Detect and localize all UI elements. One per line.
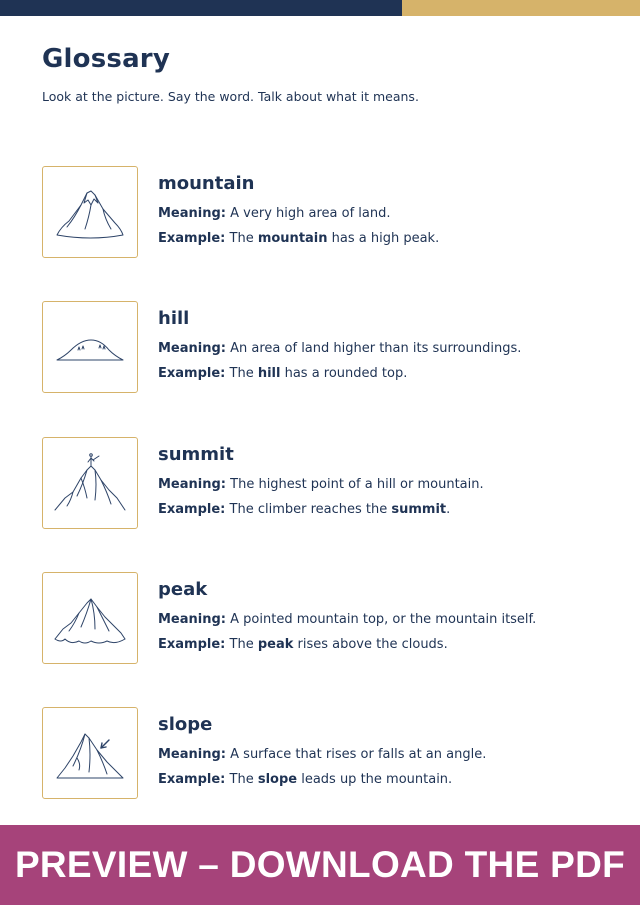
glossary-entry-summit xyxy=(42,437,602,529)
example-label: Example: xyxy=(158,366,226,381)
meaning-label: Meaning: xyxy=(158,206,226,221)
page-subtitle: Look at the picture. Say the word. Talk about what it means. xyxy=(42,89,419,104)
example-text-before: The xyxy=(229,637,258,652)
example-label: Example: xyxy=(158,772,226,787)
glossary-entry-peak xyxy=(42,572,602,664)
example-text-before: The climber reaches the xyxy=(229,502,392,517)
example-label: Example: xyxy=(158,231,226,246)
example-keyword: hill xyxy=(257,366,281,381)
example-text-before: The xyxy=(229,366,258,381)
example-text-before: The xyxy=(229,231,258,246)
entry-example xyxy=(158,231,439,246)
glossary-entry-mountain xyxy=(42,166,602,258)
entry-meaning xyxy=(158,206,391,221)
entry-example xyxy=(158,772,452,787)
top-bar-gold xyxy=(402,0,640,16)
summit-icon xyxy=(51,448,129,518)
example-label: Example: xyxy=(158,637,226,652)
example-keyword: slope xyxy=(257,772,298,787)
meaning-text: An area of land higher than its surroundings. xyxy=(230,341,522,356)
page-title: Glossary xyxy=(42,44,170,74)
meaning-label: Meaning: xyxy=(158,747,226,762)
example-text-before: The xyxy=(229,772,258,787)
entry-example xyxy=(158,637,448,652)
entry-word: peak xyxy=(158,579,208,600)
example-keyword: summit xyxy=(391,502,447,517)
example-keyword: peak xyxy=(257,637,294,652)
meaning-label: Meaning: xyxy=(158,477,226,492)
entry-word: slope xyxy=(158,714,213,735)
example-text-after: has a high peak. xyxy=(327,231,440,246)
summit-picture xyxy=(42,437,138,529)
glossary-entry-slope xyxy=(42,707,602,799)
entry-word: mountain xyxy=(158,173,255,194)
meaning-text: A very high area of land. xyxy=(230,206,391,221)
peak-icon xyxy=(51,583,129,653)
slope-picture xyxy=(42,707,138,799)
example-keyword: mountain xyxy=(257,231,328,246)
entry-meaning xyxy=(158,341,521,356)
mountain-picture xyxy=(42,166,138,258)
entry-example xyxy=(158,502,450,517)
example-label: Example: xyxy=(158,502,226,517)
entry-meaning xyxy=(158,747,486,762)
meaning-label: Meaning: xyxy=(158,341,226,356)
example-text-after: . xyxy=(446,502,451,517)
entry-meaning xyxy=(158,477,484,492)
example-text-after: has a rounded top. xyxy=(280,366,408,381)
hill-icon xyxy=(51,312,129,382)
glossary-entry-hill xyxy=(42,301,602,393)
mountain-icon xyxy=(51,177,129,247)
hill-picture xyxy=(42,301,138,393)
top-accent-bar xyxy=(0,0,640,16)
entry-example xyxy=(158,366,407,381)
meaning-text: A surface that rises or falls at an angle. xyxy=(230,747,487,762)
entry-word: summit xyxy=(158,444,234,465)
top-bar-navy xyxy=(0,0,402,16)
meaning-label: Meaning: xyxy=(158,612,226,627)
meaning-text: The highest point of a hill or mountain. xyxy=(230,477,484,492)
example-text-after: leads up the mountain. xyxy=(297,772,453,787)
meaning-text: A pointed mountain top, or the mountain itself. xyxy=(230,612,537,627)
slope-icon xyxy=(51,718,129,788)
entry-word: hill xyxy=(158,308,190,329)
example-text-after: rises above the clouds. xyxy=(293,637,448,652)
preview-banner-text: PREVIEW – DOWNLOAD THE PDF xyxy=(14,844,626,885)
entry-meaning xyxy=(158,612,536,627)
preview-download-banner[interactable] xyxy=(0,825,640,905)
peak-picture xyxy=(42,572,138,664)
